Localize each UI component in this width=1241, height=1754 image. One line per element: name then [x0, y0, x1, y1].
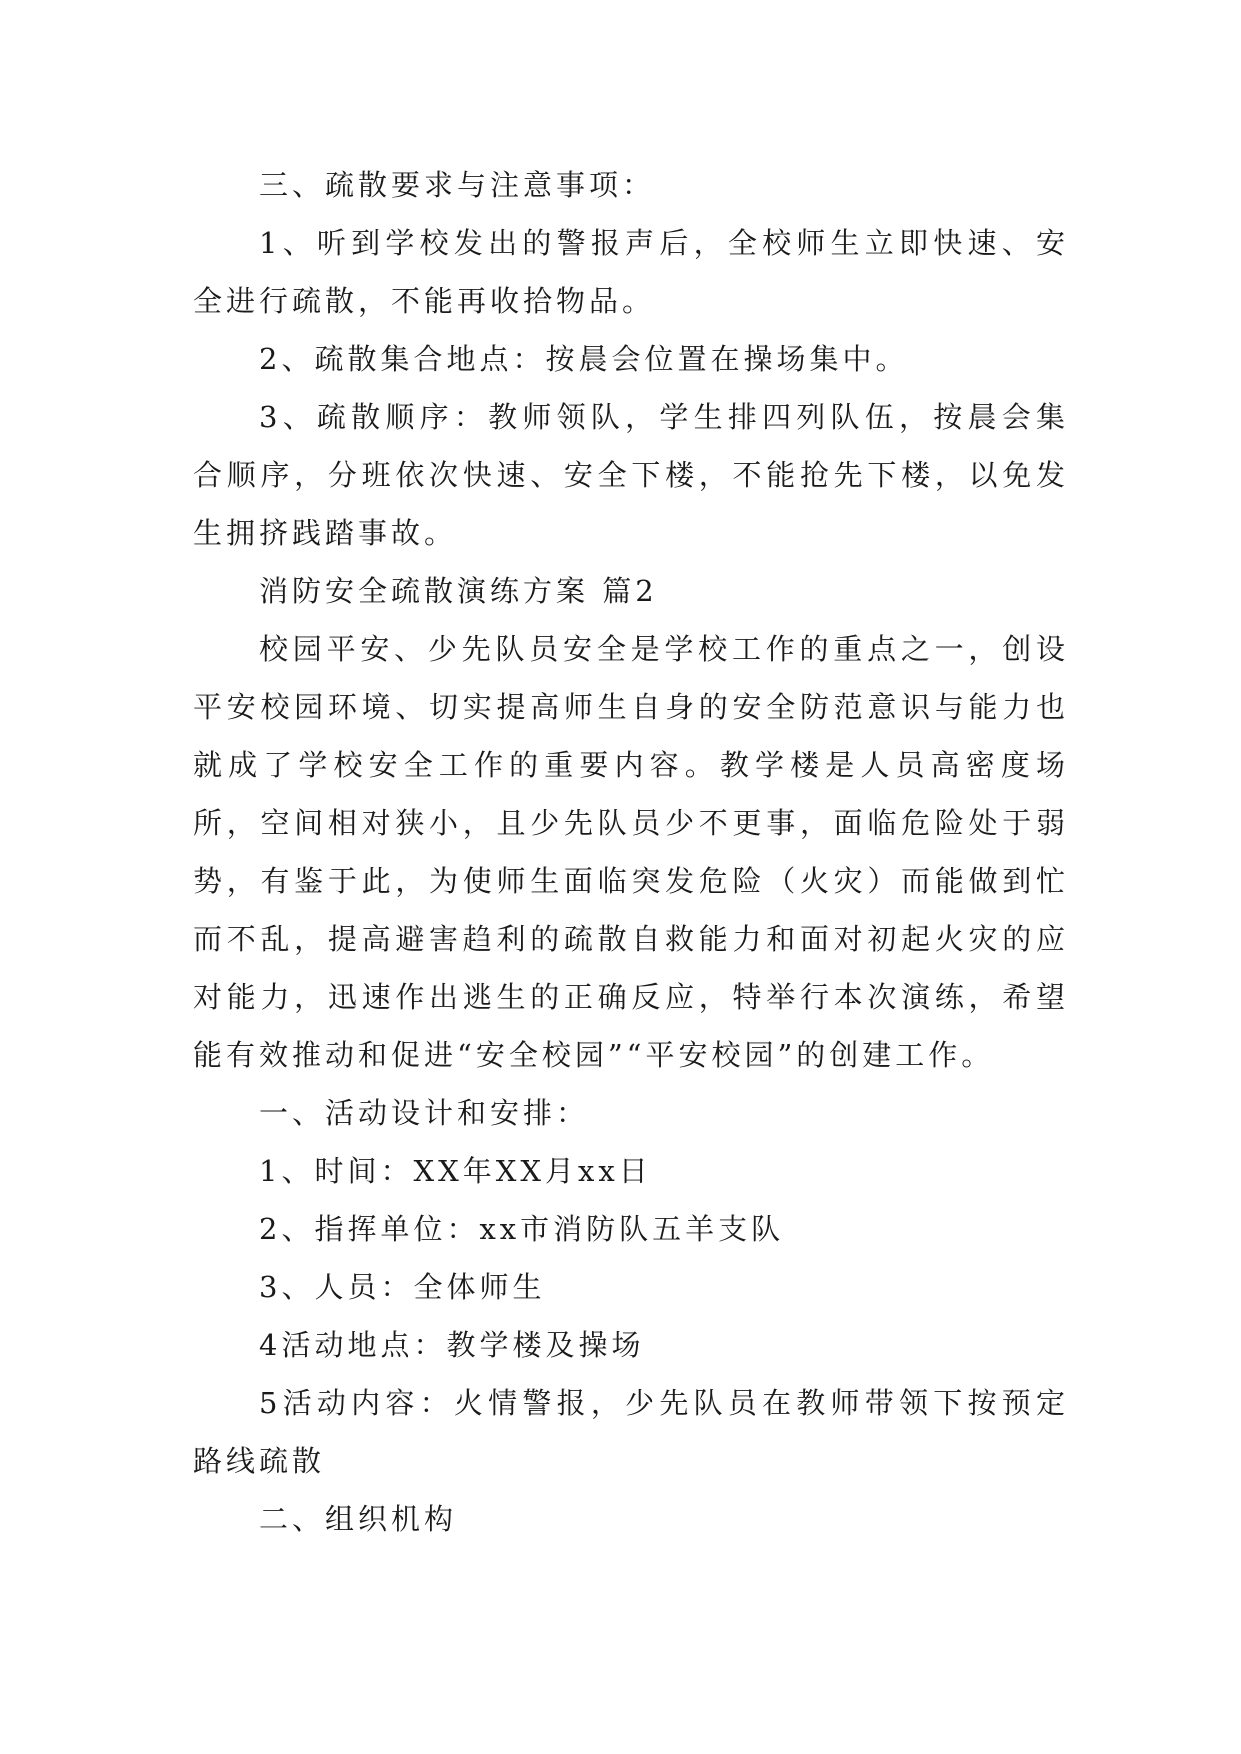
- document-body: [193, 156, 1069, 1548]
- requirement-item-1: 1、听到学校发出的警报声后，全校师生立即快速、安全进行疏散，不能再收拾物品。: [193, 226, 1069, 318]
- activity-item-time: 1、时间：XX年XX月xx日: [259, 1154, 652, 1188]
- requirement-item-2: 2、疏散集合地点：按晨会位置在操场集中。: [259, 342, 909, 376]
- activity-item-command-unit: 2、指挥单位：xx市消防队五羊支队: [259, 1212, 785, 1246]
- plan-title-part-2: 消防安全疏散演练方案 篇2: [259, 574, 658, 608]
- section-heading-evacuation-requirements: 三、疏散要求与注意事项：: [259, 168, 656, 202]
- section-heading-organization: 二、组织机构: [259, 1502, 458, 1536]
- intro-paragraph: 校园平安、少先队员安全是学校工作的重点之一，创设平安校园环境、切实提高师生自身的安全防范意识与能力也就成了学校安全工作的重要内容。教学楼是人员高密度场所，空间相对狭小，且少先队员少不更事，面临危险处于弱势，有鉴于此，为使师生面临突发危险（火灾）而能做到忙而不乱，提高避害趋利的疏散自救能力和面对初起火灾的应对能力，迅速作出逃生的正确反应，特举行本次演练，希望能有效推动和促进“安全校园”“平安校园”的创建工作。: [193, 632, 1069, 1072]
- requirement-item-3: 3、疏散顺序：教师领队，学生排四列队伍，按晨会集合顺序，分班依次快速、安全下楼，不能抢先下楼，以免发生拥挤践踏事故。: [193, 400, 1069, 550]
- section-heading-activity-design: 一、活动设计和安排：: [259, 1096, 590, 1130]
- activity-item-location: 4活动地点：教学楼及操场: [259, 1328, 645, 1362]
- activity-item-participants: 3、人员：全体师生: [259, 1270, 546, 1304]
- activity-item-content: 5活动内容：火情警报，少先队员在教师带领下按预定路线疏散: [193, 1386, 1069, 1478]
